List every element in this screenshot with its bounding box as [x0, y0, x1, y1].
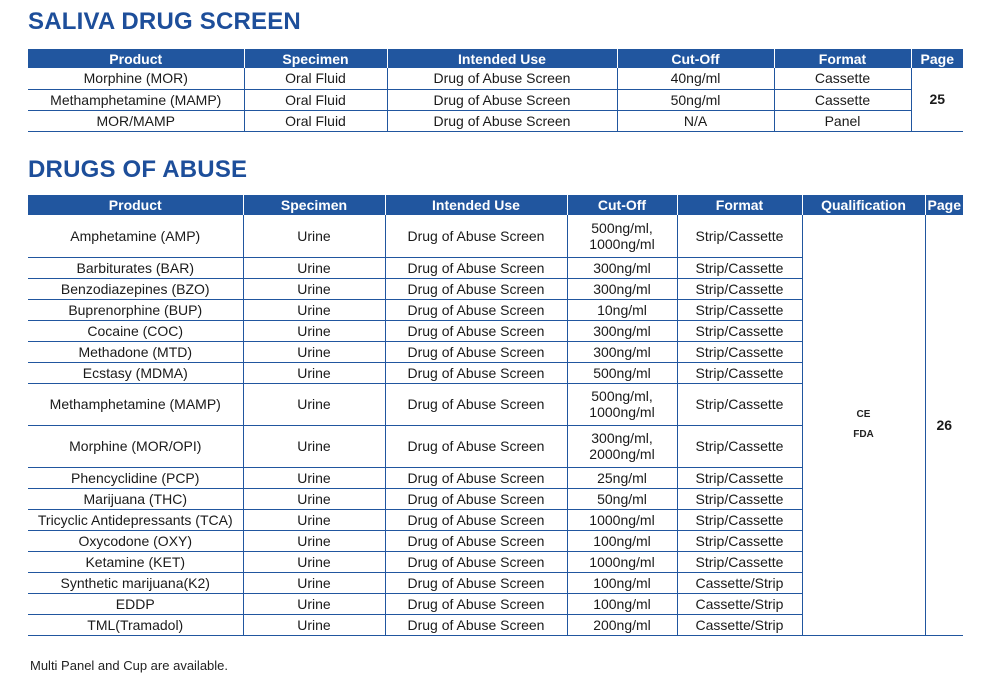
- doa-cell-format: Strip/Cassette: [677, 257, 802, 278]
- doa-header-cell: Format: [677, 195, 802, 215]
- saliva-header-cell: Specimen: [244, 49, 387, 68]
- drugs-of-abuse-table: [28, 195, 963, 636]
- doa-cell-cutoff: [567, 278, 677, 299]
- doa-cell-format: Strip/Cassette: [677, 383, 802, 425]
- doa-cell-use: Drug of Abuse Screen: [385, 383, 567, 425]
- doa-cell-specimen: Urine: [243, 530, 385, 551]
- doa-cell-cutoff: [567, 425, 677, 467]
- cutoff-line: 50ng/ml: [597, 490, 647, 507]
- doa-cell-format: Strip/Cassette: [677, 425, 802, 467]
- doa-cell-specimen: Urine: [243, 572, 385, 593]
- cutoff-line: 500ng/ml: [593, 364, 651, 381]
- saliva-page-number: 25: [911, 68, 963, 131]
- saliva-cell-cutoff: 50ng/ml: [617, 89, 774, 110]
- doa-header-cell: Specimen: [243, 195, 385, 215]
- doa-cell-use: Drug of Abuse Screen: [385, 278, 567, 299]
- doa-cell-use: Drug of Abuse Screen: [385, 593, 567, 614]
- doa-header-cell: Product: [28, 195, 243, 215]
- doa-cell-format: Strip/Cassette: [677, 299, 802, 320]
- doa-cell-cutoff: [567, 509, 677, 530]
- doa-cell-product: Methamphetamine (MAMP): [28, 383, 243, 425]
- doa-cell-format: Strip/Cassette: [677, 278, 802, 299]
- saliva-cell-specimen: Oral Fluid: [244, 110, 387, 131]
- doa-cell-specimen: Urine: [243, 278, 385, 299]
- saliva-cell-product: Methamphetamine (MAMP): [28, 89, 244, 110]
- doa-cell-format: Cassette/Strip: [677, 572, 802, 593]
- doa-cell-cutoff: [567, 341, 677, 362]
- doa-cell-format: Strip/Cassette: [677, 320, 802, 341]
- doa-cell-product: Amphetamine (AMP): [28, 215, 243, 257]
- doa-cell-format: Strip/Cassette: [677, 530, 802, 551]
- doa-cell-specimen: Urine: [243, 467, 385, 488]
- doa-cell-product: Buprenorphine (BUP): [28, 299, 243, 320]
- doa-cell-cutoff: [567, 257, 677, 278]
- doa-cell-format: Strip/Cassette: [677, 341, 802, 362]
- doa-cell-cutoff: [567, 572, 677, 593]
- saliva-cell-cutoff: N/A: [617, 110, 774, 131]
- doa-cell-use: Drug of Abuse Screen: [385, 320, 567, 341]
- doa-cell-use: Drug of Abuse Screen: [385, 509, 567, 530]
- doa-cell-cutoff: [567, 614, 677, 635]
- doa-cell-specimen: Urine: [243, 425, 385, 467]
- doa-cell-use: Drug of Abuse Screen: [385, 362, 567, 383]
- doa-cell-cutoff: [567, 467, 677, 488]
- ce-mark-icon: CE: [856, 408, 871, 420]
- doa-cell-use: Drug of Abuse Screen: [385, 299, 567, 320]
- doa-cell-format: Cassette/Strip: [677, 593, 802, 614]
- doa-cell-product: Benzodiazepines (BZO): [28, 278, 243, 299]
- cutoff-line: 10ng/ml: [597, 301, 647, 318]
- doa-header-cell: Qualification: [802, 195, 925, 215]
- saliva-cell-format: Panel: [774, 110, 911, 131]
- doa-cell-use: Drug of Abuse Screen: [385, 341, 567, 362]
- saliva-cell-use: Drug of Abuse Screen: [387, 110, 617, 131]
- fda-mark-icon: FDA: [853, 428, 874, 440]
- cutoff-line: 300ng/ml,: [591, 430, 653, 446]
- doa-cell-cutoff: [567, 530, 677, 551]
- doa-cell-cutoff: [567, 299, 677, 320]
- cutoff-line: 300ng/ml: [593, 343, 651, 360]
- doa-cell-cutoff: [567, 383, 677, 425]
- saliva-drug-table: [28, 49, 963, 132]
- doa-cell-format: Strip/Cassette: [677, 362, 802, 383]
- saliva-cell-cutoff: 40ng/ml: [617, 68, 774, 89]
- doa-cell-product: Ketamine (KET): [28, 551, 243, 572]
- doa-cell-specimen: Urine: [243, 257, 385, 278]
- doa-cell-format: Strip/Cassette: [677, 551, 802, 572]
- saliva-header-cell: Intended Use: [387, 49, 617, 68]
- saliva-cell-product: MOR/MAMP: [28, 110, 244, 131]
- cutoff-line: 1000ng/ml: [589, 404, 655, 420]
- table-row: [28, 68, 963, 89]
- doa-cell-use: Drug of Abuse Screen: [385, 530, 567, 551]
- saliva-section-title: SALIVA DRUG SCREEN: [28, 8, 301, 35]
- doa-section-title: DRUGS OF ABUSE: [28, 156, 248, 183]
- cutoff-line: 25ng/ml: [597, 469, 647, 486]
- doa-cell-specimen: Urine: [243, 593, 385, 614]
- doa-cell-use: Drug of Abuse Screen: [385, 257, 567, 278]
- doa-cell-use: Drug of Abuse Screen: [385, 467, 567, 488]
- doa-cell-specimen: Urine: [243, 383, 385, 425]
- table-row: [28, 110, 963, 131]
- footer-note: Multi Panel and Cup are available.: [30, 658, 229, 673]
- doa-page-number: 26: [925, 215, 963, 635]
- doa-cell-specimen: Urine: [243, 509, 385, 530]
- cutoff-line: 300ng/ml: [593, 322, 651, 339]
- doa-cell-product: Oxycodone (OXY): [28, 530, 243, 551]
- doa-cell-specimen: Urine: [243, 299, 385, 320]
- doa-cell-cutoff: [567, 593, 677, 614]
- cutoff-line: 100ng/ml: [593, 532, 651, 549]
- doa-cell-product: Morphine (MOR/OPI): [28, 425, 243, 467]
- doa-cell-specimen: Urine: [243, 320, 385, 341]
- saliva-header-cell: Product: [28, 49, 244, 68]
- cutoff-line: 500ng/ml,: [591, 388, 653, 404]
- doa-cell-product: Synthetic marijuana(K2): [28, 572, 243, 593]
- cutoff-line: 300ng/ml: [593, 280, 651, 297]
- doa-cell-product: EDDP: [28, 593, 243, 614]
- doa-cell-use: Drug of Abuse Screen: [385, 425, 567, 467]
- cutoff-line: 2000ng/ml: [589, 446, 655, 462]
- doa-cell-product: Barbiturates (BAR): [28, 257, 243, 278]
- doa-cell-format: Strip/Cassette: [677, 488, 802, 509]
- doa-cell-specimen: Urine: [243, 362, 385, 383]
- doa-cell-product: Ecstasy (MDMA): [28, 362, 243, 383]
- doa-cell-specimen: Urine: [243, 341, 385, 362]
- saliva-cell-specimen: Oral Fluid: [244, 68, 387, 89]
- doa-cell-product: Phencyclidine (PCP): [28, 467, 243, 488]
- doa-header-cell: Page: [925, 195, 963, 215]
- cutoff-line: 100ng/ml: [593, 595, 651, 612]
- cutoff-line: 500ng/ml,: [591, 219, 653, 236]
- saliva-cell-format: Cassette: [774, 89, 911, 110]
- saliva-header-cell: Format: [774, 49, 911, 68]
- doa-header-cell: Intended Use: [385, 195, 567, 215]
- doa-cell-specimen: Urine: [243, 488, 385, 509]
- saliva-cell-format: Cassette: [774, 68, 911, 89]
- doa-cell-product: Cocaine (COC): [28, 320, 243, 341]
- doa-cell-use: Drug of Abuse Screen: [385, 614, 567, 635]
- saliva-header-cell: Cut-Off: [617, 49, 774, 68]
- doa-cell-cutoff: [567, 215, 677, 257]
- saliva-cell-specimen: Oral Fluid: [244, 89, 387, 110]
- doa-cell-specimen: Urine: [243, 215, 385, 257]
- cutoff-line: 1000ng/ml: [589, 553, 655, 570]
- doa-cell-product: Marijuana (THC): [28, 488, 243, 509]
- doa-cell-cutoff: [567, 320, 677, 341]
- table-row: [28, 89, 963, 110]
- doa-cell-product: Tricyclic Antidepressants (TCA): [28, 509, 243, 530]
- table-row: [28, 215, 963, 257]
- saliva-cell-use: Drug of Abuse Screen: [387, 68, 617, 89]
- cutoff-line: 200ng/ml: [593, 616, 651, 633]
- doa-cell-specimen: Urine: [243, 551, 385, 572]
- cutoff-line: 1000ng/ml: [589, 235, 655, 252]
- cutoff-line: 1000ng/ml: [589, 511, 655, 528]
- doa-cell-use: Drug of Abuse Screen: [385, 488, 567, 509]
- saliva-cell-product: Morphine (MOR): [28, 68, 244, 89]
- doa-cell-use: Drug of Abuse Screen: [385, 572, 567, 593]
- doa-cell-format: Strip/Cassette: [677, 467, 802, 488]
- doa-cell-cutoff: [567, 488, 677, 509]
- doa-cell-specimen: Urine: [243, 614, 385, 635]
- doa-cell-use: Drug of Abuse Screen: [385, 551, 567, 572]
- doa-cell-product: TML(Tramadol): [28, 614, 243, 635]
- doa-cell-format: Cassette/Strip: [677, 614, 802, 635]
- cutoff-line: 100ng/ml: [593, 574, 651, 591]
- qualification-cell: [802, 215, 925, 635]
- saliva-cell-use: Drug of Abuse Screen: [387, 89, 617, 110]
- doa-cell-use: Drug of Abuse Screen: [385, 215, 567, 257]
- doa-cell-cutoff: [567, 362, 677, 383]
- saliva-header-cell: Page: [911, 49, 963, 68]
- cutoff-line: 300ng/ml: [593, 259, 651, 276]
- doa-cell-cutoff: [567, 551, 677, 572]
- doa-cell-format: Strip/Cassette: [677, 215, 802, 257]
- doa-cell-product: Methadone (MTD): [28, 341, 243, 362]
- doa-cell-format: Strip/Cassette: [677, 509, 802, 530]
- doa-header-cell: Cut-Off: [567, 195, 677, 215]
